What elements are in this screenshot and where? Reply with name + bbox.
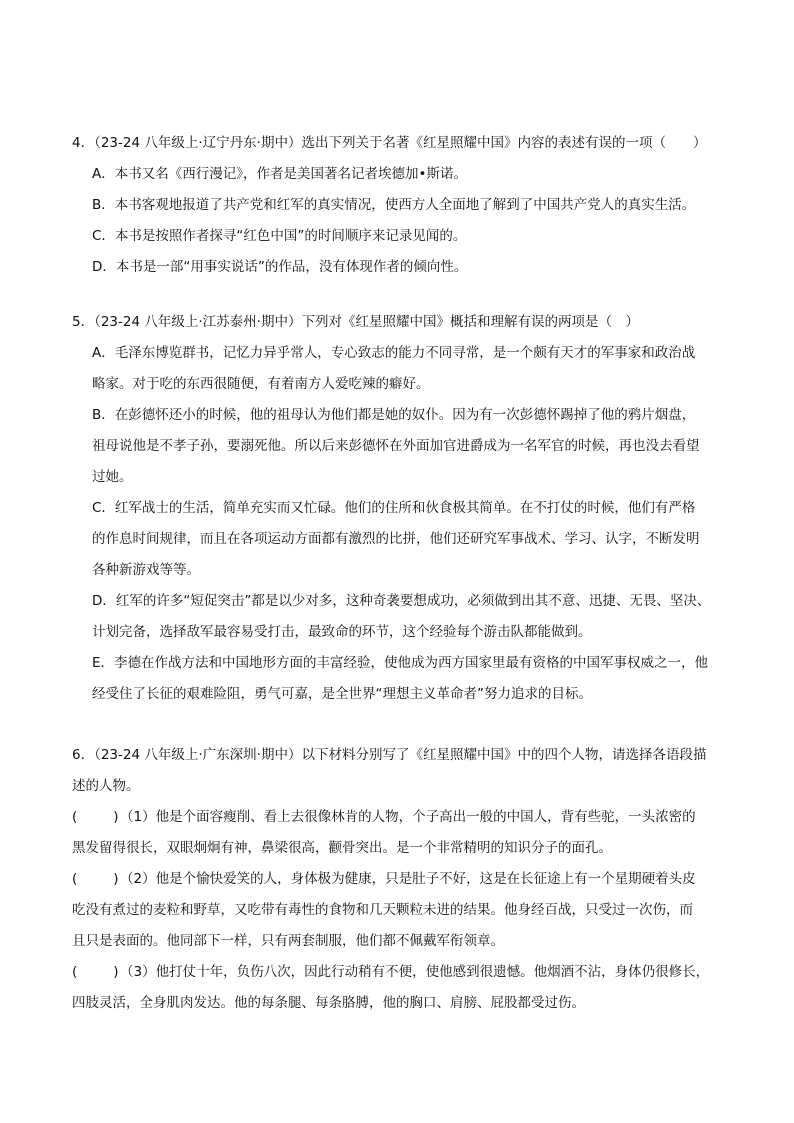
paren-open: ( [72,809,78,825]
question-4-option-b: B．本书客观地报道了共产党和红军的真实情况，使西方人全面地了解到了中国共产党人的真实生活。 [92,197,696,213]
question-6 [72,740,722,1019]
paren-open: ( [72,964,78,980]
question-4-stem: 4．（23-24 八年级上·辽宁丹东·期中）选出下列关于名著《红星照耀中国》内容的表述有误的一项（ ） [72,135,707,151]
item-first-line [72,864,722,895]
option-line: 的作息时间规律，而且在各项运动方面都有激烈的比拼，他们还研究军事战术、学习、认字，不断发明 [92,531,700,547]
question-4-option-c: C．本书是按照作者探寻“红色中国”的时间顺序来记录见闻的。 [92,228,467,244]
item-text: （2）他是个愉快爱笑的人，身体极为健康，只是肚子不好，这是在长征途上有一个星期硬着头皮 [120,871,696,887]
paren-open: ( [72,871,78,887]
question-5-option-c [72,493,722,586]
question-5-option-e [72,648,722,710]
item-line: 黑发留得很长，双眼炯炯有神，鼻梁很高，颧骨突出。是一个非常精明的知识分子的面孔。 [72,840,612,856]
question-5-option-a [72,338,722,400]
answer-blank[interactable] [72,864,120,895]
item-text: （1）他是个面容瘦削、看上去很像林肯的人物，个子高出一般的中国人，背有些驼，一头浓密的 [120,809,696,825]
document-content [72,128,722,1019]
question-4-option-d: D．本书是一部“用事实说话”的作品，没有体现作者的倾向性。 [92,259,468,275]
question-4-option-a: A．本书又名《西行漫记》，作者是美国著名记者埃德加•斯诺。 [92,166,467,182]
answer-blank[interactable] [72,957,120,988]
option-line: A．毛泽东博览群书，记忆力异乎常人，专心致志的能力不同寻常，是一个颇有天才的军事家和政治战 [92,345,696,361]
option-line: 祖母说他是不孝子孙，要溺死他。所以后来彭德怀在外面加官进爵成为一名军官的时候，再也没去看望 [92,438,700,454]
question-4 [72,128,722,283]
question-6-stem-line: 6．（23-24 八年级上·广东深圳·期中）以下材料分别写了《红星照耀中国》中的四个人物，请选择各语段描 [72,747,707,763]
option-line: 计划完备，选择敌军最容易受打击，最致命的环节，这个经验每个游击队都能做到。 [92,624,592,640]
answer-blank[interactable] [72,802,120,833]
question-5 [72,307,722,710]
question-6-item-3 [72,957,722,1019]
question-5-stem: 5．（23-24 八年级上·江苏泰州·期中）下列对《红星照耀中国》概括和理解有误的两项是（ ） [72,314,639,330]
item-first-line [72,802,722,833]
item-line: 且只是表面的。他同部下一样，只有两套制服，他们都不佩戴军衔领章。 [72,933,504,949]
item-line: 吃没有煮过的麦粒和野草，又吃带有毒性的食物和几天颗粒未进的结果。他身经百战，只受过一次伤，而 [72,902,693,918]
option-line: B．在彭德怀还小的时候，他的祖母认为他们都是她的奴仆。因为有一次彭德怀踢掉了他的鸦片烟盘， [92,407,696,423]
option-line: C．红军战士的生活，简单充实而又忙碌。他们的住所和伙食极其简单。在不打仗的时候，他们有严格 [92,500,696,516]
option-line: 过她。 [92,469,133,485]
paren-close: ) [113,809,119,825]
option-line: 经受住了长征的艰难险阻，勇气可嘉，是全世界“理想主义革命者”努力追求的目标。 [92,686,592,702]
option-line: 略家。对于吃的东西很随便，有着南方人爱吃辣的癖好。 [92,376,430,392]
question-6-item-1 [72,802,722,864]
paren-close: ) [113,964,119,980]
item-first-line [72,957,722,988]
option-line: E．李德在作战方法和中国地形方面的丰富经验，使他成为西方国家里最有资格的中国军事权威之一，他 [92,655,709,671]
item-line: 四肢灵活，全身肌肉发达。他的每条腿、每条胳膊，他的胸口、肩膀、屁股都受过伤。 [72,995,585,1011]
paren-close: ) [113,871,119,887]
question-6-item-2 [72,864,722,957]
question-5-option-b [72,400,722,493]
item-text: （3）他打仗十年，负伤八次，因此行动稍有不便，使他感到很遗憾。他烟酒不沾，身体仍很修长， [120,964,710,980]
option-line: 各种新游戏等等。 [92,562,200,578]
option-line: D．红军的许多“短促突击”都是以少对多，这种奇袭要想成功，必须做到出其不意、迅捷、无畏、坚决、 [92,593,711,609]
question-6-stem-line: 述的人物。 [72,778,140,794]
question-5-option-d [72,586,722,648]
